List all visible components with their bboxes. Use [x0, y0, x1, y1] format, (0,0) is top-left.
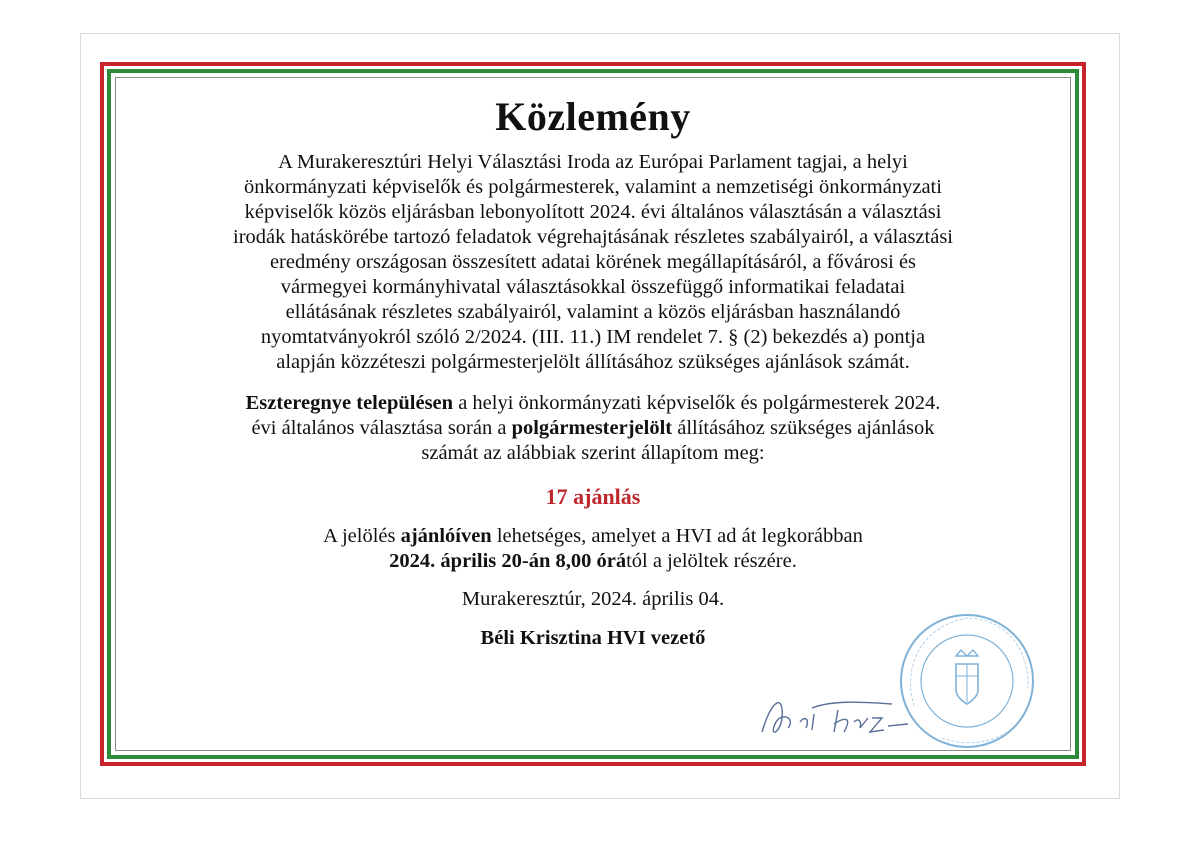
place-and-date: Murakeresztúr, 2024. április 04. [461, 588, 725, 610]
handover-text-a: A jelölés [323, 525, 401, 547]
handover-text-c: tól a jelöltek részére. [626, 550, 797, 572]
signatory-name: Béli Krisztina HVI vezető [480, 627, 706, 649]
settlement-text-b: állításához szükséges ajánlások számát az alábbiak szerint állapítom meg: [421, 417, 935, 464]
settlement-paragraph [233, 391, 953, 466]
handover-datetime: 2024. április 20-án 8,00 órá [389, 550, 627, 572]
recommendation-count: 17 ajánlás [545, 484, 641, 509]
form-name: ajánlóíven [400, 525, 492, 547]
legal-basis-paragraph: A Murakeresztúri Helyi Választási Iroda az Európai Parlament tagjai, a helyi önkormányzati képviselők és polgármesterek, valamint a nemzetiségi önkormányzati képviselők közös eljárásban lebonyolított 2024. évi általános választásán a választási irodák hatáskörébe tartozó feladatok végrehajtásának részletes szabályairól, a választási eredmény országosan összesített adatai körének megállapításáról, a fővárosi és vármegyei kormányhivatal választásokkal összefüggő informatikai feladatai ellátásának részletes szabályairól, valamint a közös eljárásban használandó nyomtatványokról szóló 2/2024. (III. 11.) IM rendelet 7. § (2) bekezdés a) pontja alapján közzéteszi polgármesterjelölt állításához szükséges ajánlások számát. [233, 151, 954, 373]
page-title: Közlemény [495, 94, 691, 139]
handover-text-b: lehetséges, amelyet a HVI ad át legkorábban [491, 525, 863, 547]
candidate-type: polgármesterjelölt [511, 417, 673, 439]
form-handover-paragraph [233, 524, 953, 574]
settlement-name: Eszteregnye településen [245, 392, 454, 414]
notice-body [120, 85, 1066, 650]
official-stamp [892, 606, 1042, 756]
settlement-text-a: a helyi önkormányzati képviselők és polgármesterek 2024. évi általános választása során a [251, 392, 941, 439]
